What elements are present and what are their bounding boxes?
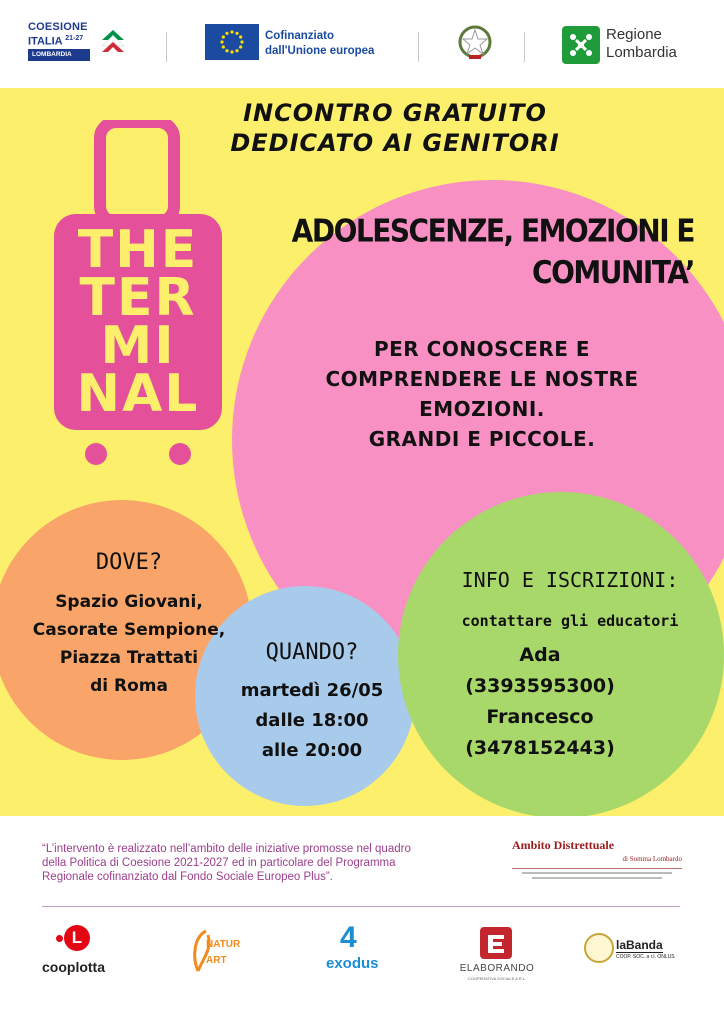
title-line1: ADOLESCENZE, EMOZIONI E	[291, 212, 694, 250]
elaborando-mark-icon	[480, 927, 512, 959]
address-line: di Roma	[90, 676, 168, 696]
exodus-name: exodus	[326, 955, 379, 972]
disclaimer-line: “L’intervento è realizzato nell’ambito delle iniziative promosse nel quadro	[42, 843, 411, 855]
natur-text: NATUR	[206, 939, 241, 950]
coesione-region: LOMBARDIA	[28, 49, 90, 61]
natur-art-logo	[188, 925, 258, 985]
elaborando-logo	[452, 925, 542, 985]
disclaimer-line: della Politica di Coesione 2021-2027 ed in particolare del Programma	[42, 857, 396, 869]
suitcase-word-3: MI	[100, 316, 176, 376]
event-description	[292, 334, 672, 454]
poster-area	[0, 88, 724, 816]
title-line2: COMUNITA’	[532, 253, 694, 291]
description-line: GRANDI E PICCOLE.	[368, 427, 596, 451]
italian-emblem-icon	[455, 22, 495, 68]
ambito-fine-print-graphic	[512, 870, 682, 884]
quando-title: QUANDO?	[265, 640, 359, 665]
dove-address	[10, 588, 248, 700]
cooplotta-logo	[42, 925, 132, 985]
labanda-subtitle: COOP. SOC. a r.l. ONLUS	[616, 954, 675, 960]
coesione-italia-logo	[28, 22, 132, 68]
cooplotta-mark-icon: L	[64, 925, 90, 951]
labanda-logo	[584, 925, 680, 985]
suitcase-word-4: NAL	[76, 364, 200, 424]
address-line: Casorate Sempione,	[32, 620, 226, 640]
footer-divider	[42, 906, 680, 907]
exodus-number-icon: 4	[340, 921, 357, 954]
coesione-line1: COESIONE	[28, 21, 88, 33]
eu-flag-icon	[205, 24, 259, 60]
ambito-line2: di Somma Lombardo	[622, 855, 682, 863]
elaborando-subtitle: COOPERATIVA SOCIALE A R.L.	[467, 976, 527, 981]
suitcase-word-2: TER	[79, 268, 197, 328]
headline-line1: INCONTRO GRATUITO	[243, 99, 547, 127]
header-divider	[418, 32, 419, 62]
eu-text-line1: Cofinanziato	[265, 30, 334, 42]
cooplotta-dot-icon	[56, 935, 63, 942]
the-terminal-suitcase-logo	[50, 120, 230, 476]
contact-phone[interactable]: (3478152443)	[465, 737, 615, 759]
header-divider	[524, 32, 525, 62]
contact-phone[interactable]: (3393595300)	[465, 675, 615, 697]
description-line: EMOZIONI.	[419, 397, 545, 421]
dove-title: DOVE?	[95, 550, 163, 575]
event-title	[238, 210, 694, 293]
contact-name: Francesco	[486, 706, 594, 728]
cooplotta-name: cooplotta	[42, 959, 105, 975]
labanda-name: laBanda	[616, 938, 663, 952]
eu-text-line2: dall'Unione europea	[265, 45, 375, 57]
address-line: Piazza Trattati	[59, 648, 199, 668]
suitcase-word-1: THE	[77, 220, 199, 280]
exodus-logo	[322, 921, 392, 985]
regione-text-line2: Lombardia	[606, 44, 677, 61]
info-subtitle: contattare gli educatori	[461, 612, 679, 630]
address-line: Spazio Giovani,	[55, 592, 203, 612]
time-end-line: alle 20:00	[261, 740, 363, 761]
description-line: COMPRENDERE LE NOSTRE	[325, 367, 639, 391]
eu-cofinanced-logo	[205, 22, 395, 68]
art-text: ART	[206, 955, 227, 966]
header-divider	[166, 32, 167, 62]
regione-text-line1: Regione	[606, 26, 662, 43]
disclaimer-line: Regionale cofinanziato dal Fondo Sociale Europeo Plus”.	[42, 871, 333, 883]
description-line: PER CONOSCERE E	[373, 337, 591, 361]
ambito-line1: Ambito Distrettuale	[512, 838, 615, 852]
natur-art-swirl-icon	[188, 927, 218, 977]
quando-datetime	[214, 676, 410, 766]
info-title: INFO E ISCRIZIONI:	[461, 568, 679, 592]
contact-name: Ada	[519, 644, 561, 666]
regione-lombardia-icon	[562, 26, 600, 64]
ambito-rule	[512, 868, 682, 869]
elaborando-name: ELABORANDO	[459, 963, 535, 974]
info-contacts	[420, 640, 660, 764]
regione-lombardia-logo	[562, 22, 702, 68]
time-start-line: dalle 18:00	[255, 710, 369, 731]
headline-line2: DEDICATO AI GENITORI	[230, 129, 560, 157]
funding-disclaimer	[42, 842, 492, 884]
labanda-emblem-icon	[584, 933, 614, 963]
date-line: martedì 26/05	[240, 680, 384, 701]
ambito-distrettuale-logo	[512, 838, 682, 888]
coesione-arrow-icon	[96, 26, 130, 60]
header-logo-bar	[0, 0, 724, 88]
coesione-line2: ITALIA $^{21-27}$	[28, 35, 84, 48]
